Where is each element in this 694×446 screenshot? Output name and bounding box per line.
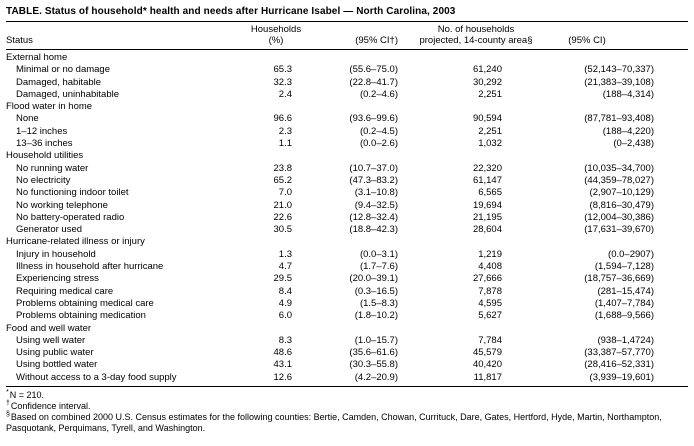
header-row: [6, 35, 688, 50]
ci2-cell: (44,359–78,027): [584, 174, 654, 186]
ci1-cell: (1.0–15.7): [354, 334, 398, 346]
footnote-marker-dagger: †: [6, 400, 10, 408]
status-cell: Problems obtaining medical care: [16, 297, 154, 309]
count-cell: 5,627: [478, 310, 502, 322]
ci2-cell: (2,907–10,129): [589, 187, 654, 199]
count-cell: 19,694: [472, 199, 502, 211]
ci2-cell: (188–4,314): [602, 88, 654, 100]
ci2-cell: (0.0–2907): [608, 248, 654, 260]
pct-cell: 1.3: [278, 248, 292, 260]
ci2-cell: (0–2,438): [613, 138, 654, 150]
status-cell: No working telephone: [16, 199, 108, 211]
ci1-cell: (0.2–4.5): [359, 125, 398, 137]
header-spacer: [306, 22, 406, 36]
pct-cell: 65.2: [273, 174, 292, 186]
pct-cell: 32.3: [273, 76, 292, 88]
status-cell: Without access to a 3-day food supply: [16, 371, 177, 383]
status-cell: None: [16, 113, 39, 125]
footnote-text: N = 210.: [9, 390, 45, 401]
ci1-cell: (30.3–55.8): [349, 359, 398, 371]
table-row: [6, 286, 688, 298]
ci2-cell: (87,781–93,408): [584, 113, 654, 125]
table-row: [6, 347, 688, 359]
footnote-marker-asterisk: *: [6, 389, 9, 397]
status-cell: Using well water: [16, 334, 86, 346]
ci1-cell: (1.8–10.2): [354, 310, 398, 322]
section-header-row: [6, 323, 688, 335]
status-cell: Damaged, habitable: [16, 76, 102, 88]
ci2-cell: (52,143–70,337): [584, 64, 654, 76]
pct-cell: 4.9: [278, 297, 292, 309]
status-cell: No electricity: [16, 174, 71, 186]
pct-cell: 21.0: [273, 199, 292, 211]
table-row: [6, 187, 688, 199]
count-cell: 2,251: [478, 125, 502, 137]
section-header-row: [6, 150, 688, 162]
table-row: [6, 273, 688, 285]
status-cell: Requiring medical care: [16, 285, 114, 297]
pct-cell: 96.6: [273, 113, 292, 125]
col-group-households: Households: [250, 24, 302, 35]
ci2-cell: (33,387–57,770): [584, 347, 654, 359]
count-cell: 1,032: [478, 138, 502, 150]
pct-cell: 48.6: [273, 347, 292, 359]
count-cell: 21,195: [472, 211, 502, 223]
ci2-cell: (21,383–39,108): [584, 76, 654, 88]
ci1-cell: (12.8–32.4): [349, 211, 398, 223]
count-cell: 28,604: [472, 224, 502, 236]
col-group-projected-line1: No. of households: [437, 24, 515, 35]
col-header-status: Status: [6, 35, 33, 46]
status-cell: Using public water: [16, 347, 94, 359]
pct-cell: 2.4: [278, 88, 292, 100]
status-cell: Damaged, uninhabitable: [16, 88, 119, 100]
pct-cell: 1.1: [278, 138, 292, 150]
ci1-cell: (55.6–75.0): [349, 64, 398, 76]
pct-cell: 8.4: [278, 285, 292, 297]
col-header-pct: (%): [268, 35, 284, 46]
col-header-projected-line2: projected, 14-county area§: [419, 35, 533, 46]
pct-cell: 2.3: [278, 125, 292, 137]
status-cell: No running water: [16, 162, 89, 174]
section-header: Hurricane-related illness or injury: [6, 236, 145, 248]
count-cell: 22,320: [472, 162, 502, 174]
table-body: [6, 50, 688, 387]
footnote-marker-section: §: [6, 411, 10, 419]
status-cell: 1–12 inches: [16, 125, 68, 137]
table-row: [6, 335, 688, 347]
pct-cell: 30.5: [273, 224, 292, 236]
count-cell: 61,147: [472, 174, 502, 186]
count-cell: 11,817: [473, 371, 502, 383]
ci1-cell: (18.8–42.3): [349, 224, 398, 236]
ci2-cell: (1,407–7,784): [594, 297, 654, 309]
status-cell: Problems obtaining medication: [16, 310, 146, 322]
count-cell: 6,565: [478, 187, 502, 199]
pct-cell: 8.3: [278, 334, 292, 346]
ci2-cell: (188–4,220): [602, 125, 654, 137]
status-cell: Injury in household: [16, 248, 96, 260]
ci1-cell: (93.6–99.6): [349, 113, 398, 125]
ci1-cell: (47.3–83.2): [349, 174, 398, 186]
status-cell: Generator used: [16, 224, 83, 236]
ci2-cell: (3,939–19,601): [589, 371, 654, 383]
table-row: [6, 212, 688, 224]
ci2-cell: (281–15,474): [597, 285, 654, 297]
col-header-ci2: (95% CI): [568, 35, 606, 46]
ci1-cell: (0.3–16.5): [354, 285, 398, 297]
table-row: [6, 77, 688, 89]
col-header-ci1: (95% CI†): [355, 35, 398, 46]
table-row: [6, 138, 688, 150]
ci1-cell: (10.7–37.0): [349, 162, 398, 174]
status-cell: Minimal or no damage: [16, 64, 110, 76]
pct-cell: 43.1: [273, 359, 292, 371]
status-cell: Using bottled water: [16, 359, 98, 371]
table-row: [6, 64, 688, 76]
footnote-ci: [6, 401, 688, 412]
section-header-row: [6, 101, 688, 113]
ci2-cell: (17,631–39,670): [584, 224, 654, 236]
pct-cell: 7.0: [278, 187, 292, 199]
ci2-cell: (1,594–7,128): [594, 261, 654, 273]
count-cell: 7,878: [478, 285, 502, 297]
section-header: External home: [6, 52, 68, 63]
household-status-table: [6, 21, 688, 387]
ci2-cell: (1,688–9,566): [594, 310, 654, 322]
ci1-cell: (22.8–41.7): [349, 76, 398, 88]
ci1-cell: (0.0–2.6): [359, 138, 398, 150]
ci1-cell: (20.0–39.1): [349, 273, 398, 285]
ci1-cell: (35.6–61.6): [349, 347, 398, 359]
count-cell: 40,420: [472, 359, 502, 371]
ci2-cell: (12,004–30,386): [584, 211, 654, 223]
header-group-row: [6, 22, 688, 36]
footnote-text: Based on combined 2000 U.S. Census estimates for the following counties: Bertie, Camden, Chowan, Currituck, Dare, Gates, Hertford, Hyde, Martin, Northampton, Pasquotank, Perquimans, Tyrell, and Washington.: [6, 412, 662, 434]
ci2-cell: (938–1,4724): [597, 334, 654, 346]
count-cell: 7,784: [478, 334, 502, 346]
count-cell: 90,594: [472, 113, 502, 125]
section-header: Food and well water: [6, 322, 92, 334]
status-cell: Illness in household after hurricane: [16, 261, 164, 273]
footnote-text: Confidence interval.: [10, 401, 91, 412]
table-row: [6, 200, 688, 212]
ci2-cell: (10,035–34,700): [584, 162, 654, 174]
status-cell: No functioning indoor toilet: [16, 187, 129, 199]
pct-cell: 65.3: [273, 64, 292, 76]
count-cell: 2,251: [478, 88, 502, 100]
count-cell: 1,219: [478, 248, 502, 260]
table-row: [6, 249, 688, 261]
table-row: [6, 89, 688, 101]
table-row: [6, 359, 688, 371]
table-row: [6, 310, 688, 322]
section-header-row: [6, 236, 688, 248]
ci1-cell: (1.7–7.6): [359, 261, 398, 273]
ci1-cell: (0.2–4.6): [359, 88, 398, 100]
status-cell: 13–36 inches: [16, 138, 73, 150]
ci1-cell: (0.0–3.1): [359, 248, 398, 260]
ci1-cell: (9.4–32.5): [354, 199, 398, 211]
ci1-cell: (4.2–20.9): [354, 371, 398, 383]
footnotes: [6, 390, 688, 434]
table-row: [6, 261, 688, 273]
count-cell: 4,595: [478, 297, 502, 309]
pct-cell: 29.5: [273, 273, 292, 285]
header-spacer: [6, 22, 246, 36]
pct-cell: 12.6: [273, 371, 292, 383]
table-row: [6, 224, 688, 236]
section-header: Household utilities: [6, 150, 84, 162]
count-cell: 45,579: [472, 347, 502, 359]
table-title: TABLE. Status of household* health and needs after Hurricane Isabel — North Carolina, 2003: [6, 6, 456, 17]
table-row: [6, 113, 688, 125]
status-cell: No battery-operated radio: [16, 211, 125, 223]
table-row: [6, 298, 688, 310]
footnote-census: [6, 412, 688, 434]
count-cell: 27,666: [472, 273, 502, 285]
ci2-cell: (18,757–36,669): [584, 273, 654, 285]
section-header-row: [6, 50, 688, 65]
pct-cell: 22.6: [273, 211, 292, 223]
footnote-sample-size: [6, 390, 688, 401]
ci2-cell: (28,416–52,331): [584, 359, 654, 371]
ci1-cell: (1.5–8.3): [359, 297, 398, 309]
pct-cell: 6.0: [278, 310, 292, 322]
table-row: [6, 163, 688, 175]
ci2-cell: (8,816–30,479): [589, 199, 654, 211]
table-row: [6, 126, 688, 138]
pct-cell: 4.7: [278, 261, 292, 273]
status-cell: Experiencing stress: [16, 273, 99, 285]
count-cell: 4,408: [478, 261, 502, 273]
ci1-cell: (3.1–10.8): [354, 187, 398, 199]
table-row: [6, 175, 688, 187]
table-header: [6, 22, 688, 50]
count-cell: 30,292: [472, 76, 502, 88]
pct-cell: 23.8: [273, 162, 292, 174]
table-row: [6, 372, 688, 387]
section-header: Flood water in home: [6, 101, 93, 113]
header-spacer: [546, 22, 688, 36]
count-cell: 61,240: [472, 64, 502, 76]
